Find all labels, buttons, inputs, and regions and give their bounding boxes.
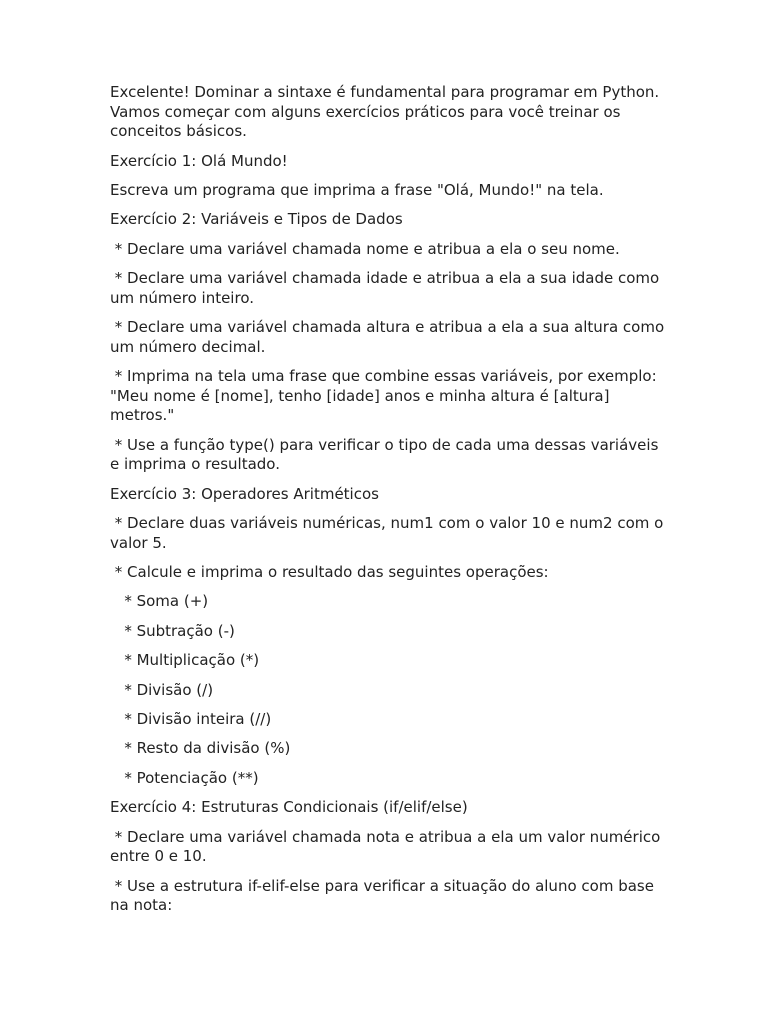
intro-paragraph: Excelente! Dominar a sintaxe é fundamental para programar em Python. Vamos começar com alguns exercícios práticos para você treinar os conceitos básicos. [110,83,664,141]
list-item: * Calcule e imprima o resultado das seguintes operações: [110,563,549,582]
list-item: * Declare uma variável chamada nota e atribua a ela um valor numérico entre 0 e 10. [110,827,666,866]
list-item: * Use a estrutura if-elif-else para verificar a situação do aluno com base na nota: [110,876,659,915]
sub-list-item: * Potenciação (**) [110,768,259,787]
list-item: * Imprima na tela uma frase que combine essas variáveis, por exemplo: "Meu nome é [nome], tenho [idade] anos e minha altura é [altura] metros." [110,367,662,425]
exercise-4-heading: Exercício 4: Estruturas Condicionais (if/elif/else) [110,798,468,817]
sub-list-item: * Resto da divisão (%) [110,739,291,758]
exercise-1-heading: Exercício 1: Olá Mundo! [110,151,288,170]
sub-list-item: * Soma (+) [110,592,209,611]
exercise-1-text: Escreva um programa que imprima a frase "Olá, Mundo!" na tela. [110,180,604,199]
list-item: * Declare uma variável chamada idade e atribua a ela a sua idade como um número inteiro. [110,269,664,307]
sub-list-item: * Divisão (/) [110,680,214,699]
list-item: * Use a função type() para verificar o tipo de cada uma dessas variáveis e imprima o resultado. [110,435,664,474]
exercise-3-heading: Exercício 3: Operadores Aritméticos [110,484,379,503]
sub-list-item: * Subtração (-) [110,621,235,640]
exercise-2-heading: Exercício 2: Variáveis e Tipos de Dados [110,210,403,229]
sub-list-item: * Multiplicação (*) [110,651,260,670]
list-item: * Declare uma variável chamada nome e atribua a ela o seu nome. [110,239,620,258]
list-item: * Declare uma variável chamada altura e atribua a ela a sua altura como um número decimal. [110,318,669,356]
list-item: * Declare duas variáveis numéricas, num1 com o valor 10 e num2 com o valor 5. [110,514,669,552]
document-page [110,83,670,926]
sub-list-item: * Divisão inteira (//) [110,710,272,728]
